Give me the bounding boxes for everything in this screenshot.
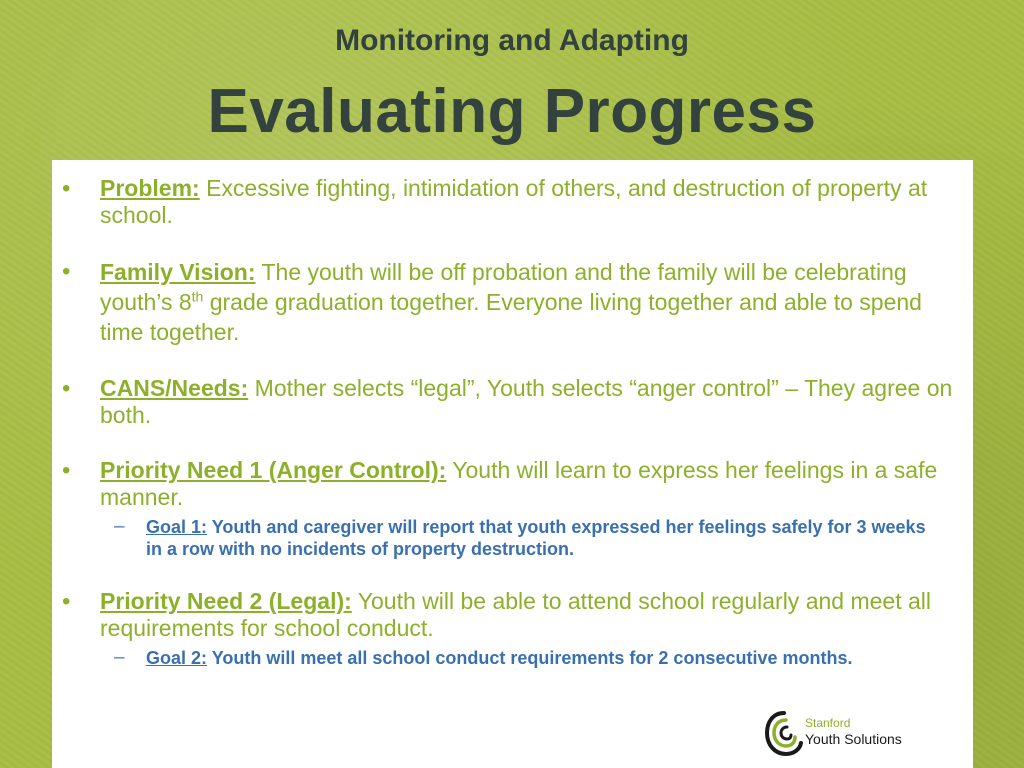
bullet-text <box>100 175 962 229</box>
bullet-body: Youth will be able to attend school regularly and meet all requirements for school conduct. <box>100 588 931 641</box>
bullet-icon: • <box>62 457 71 484</box>
bullet-icon: • <box>62 588 71 615</box>
slide-title-area <box>0 0 1024 160</box>
bullet-text <box>100 257 962 347</box>
bullet-icon: • <box>62 375 71 402</box>
bullet-text <box>100 457 962 511</box>
dash-icon: – <box>114 647 125 668</box>
logo-line-1: Stanford <box>805 716 851 730</box>
superscript: th <box>191 288 204 305</box>
dash-icon: – <box>114 516 125 537</box>
bullet-text <box>100 375 962 429</box>
bullet-label: Priority Need 1 (Anger Control): <box>100 457 447 483</box>
bullet-label: Problem: <box>100 175 200 201</box>
goal-text <box>146 647 936 669</box>
bullet-body-continued: grade graduation together. Everyone living together and able to spend time together. <box>100 289 922 345</box>
goal-body: Youth and caregiver will report that youth expressed her feelings safely for 3 weeks in a row with no incidents of property destruction. <box>146 517 926 559</box>
bullet-body: The youth will be off probation and the family will be celebrating youth’s 8 <box>100 259 907 315</box>
goal-body: Youth will meet all school conduct requirements for 2 consecutive months. <box>207 648 853 668</box>
logo-spiral-icon <box>764 707 804 759</box>
stanford-youth-solutions-logo <box>764 707 914 759</box>
goal-label: Goal 2: <box>146 648 208 668</box>
bullet-label: Family Vision: <box>100 259 256 285</box>
logo-line-2: Youth Solutions <box>805 731 902 747</box>
bullet-icon: • <box>62 175 71 202</box>
bullet-body: Mother selects “legal”, Youth selects “anger control” – They agree on both. <box>100 375 953 428</box>
bullet-label: CANS/Needs: <box>100 375 249 401</box>
bullet-body: Excessive fighting, intimidation of others, and destruction of property at school. <box>100 175 928 228</box>
bullet-text <box>100 588 962 642</box>
goal-label: Goal 1: <box>146 517 208 537</box>
goal-text <box>146 516 936 560</box>
bullet-label: Priority Need 2 (Legal): <box>100 588 352 614</box>
bullet-body: Youth will learn to express her feelings in a safe manner. <box>100 457 938 510</box>
bullet-icon: • <box>62 258 71 285</box>
content-panel <box>52 160 973 768</box>
slide-title: Evaluating Progress <box>207 77 817 146</box>
slide-subtitle: Monitoring and Adapting <box>335 24 689 57</box>
